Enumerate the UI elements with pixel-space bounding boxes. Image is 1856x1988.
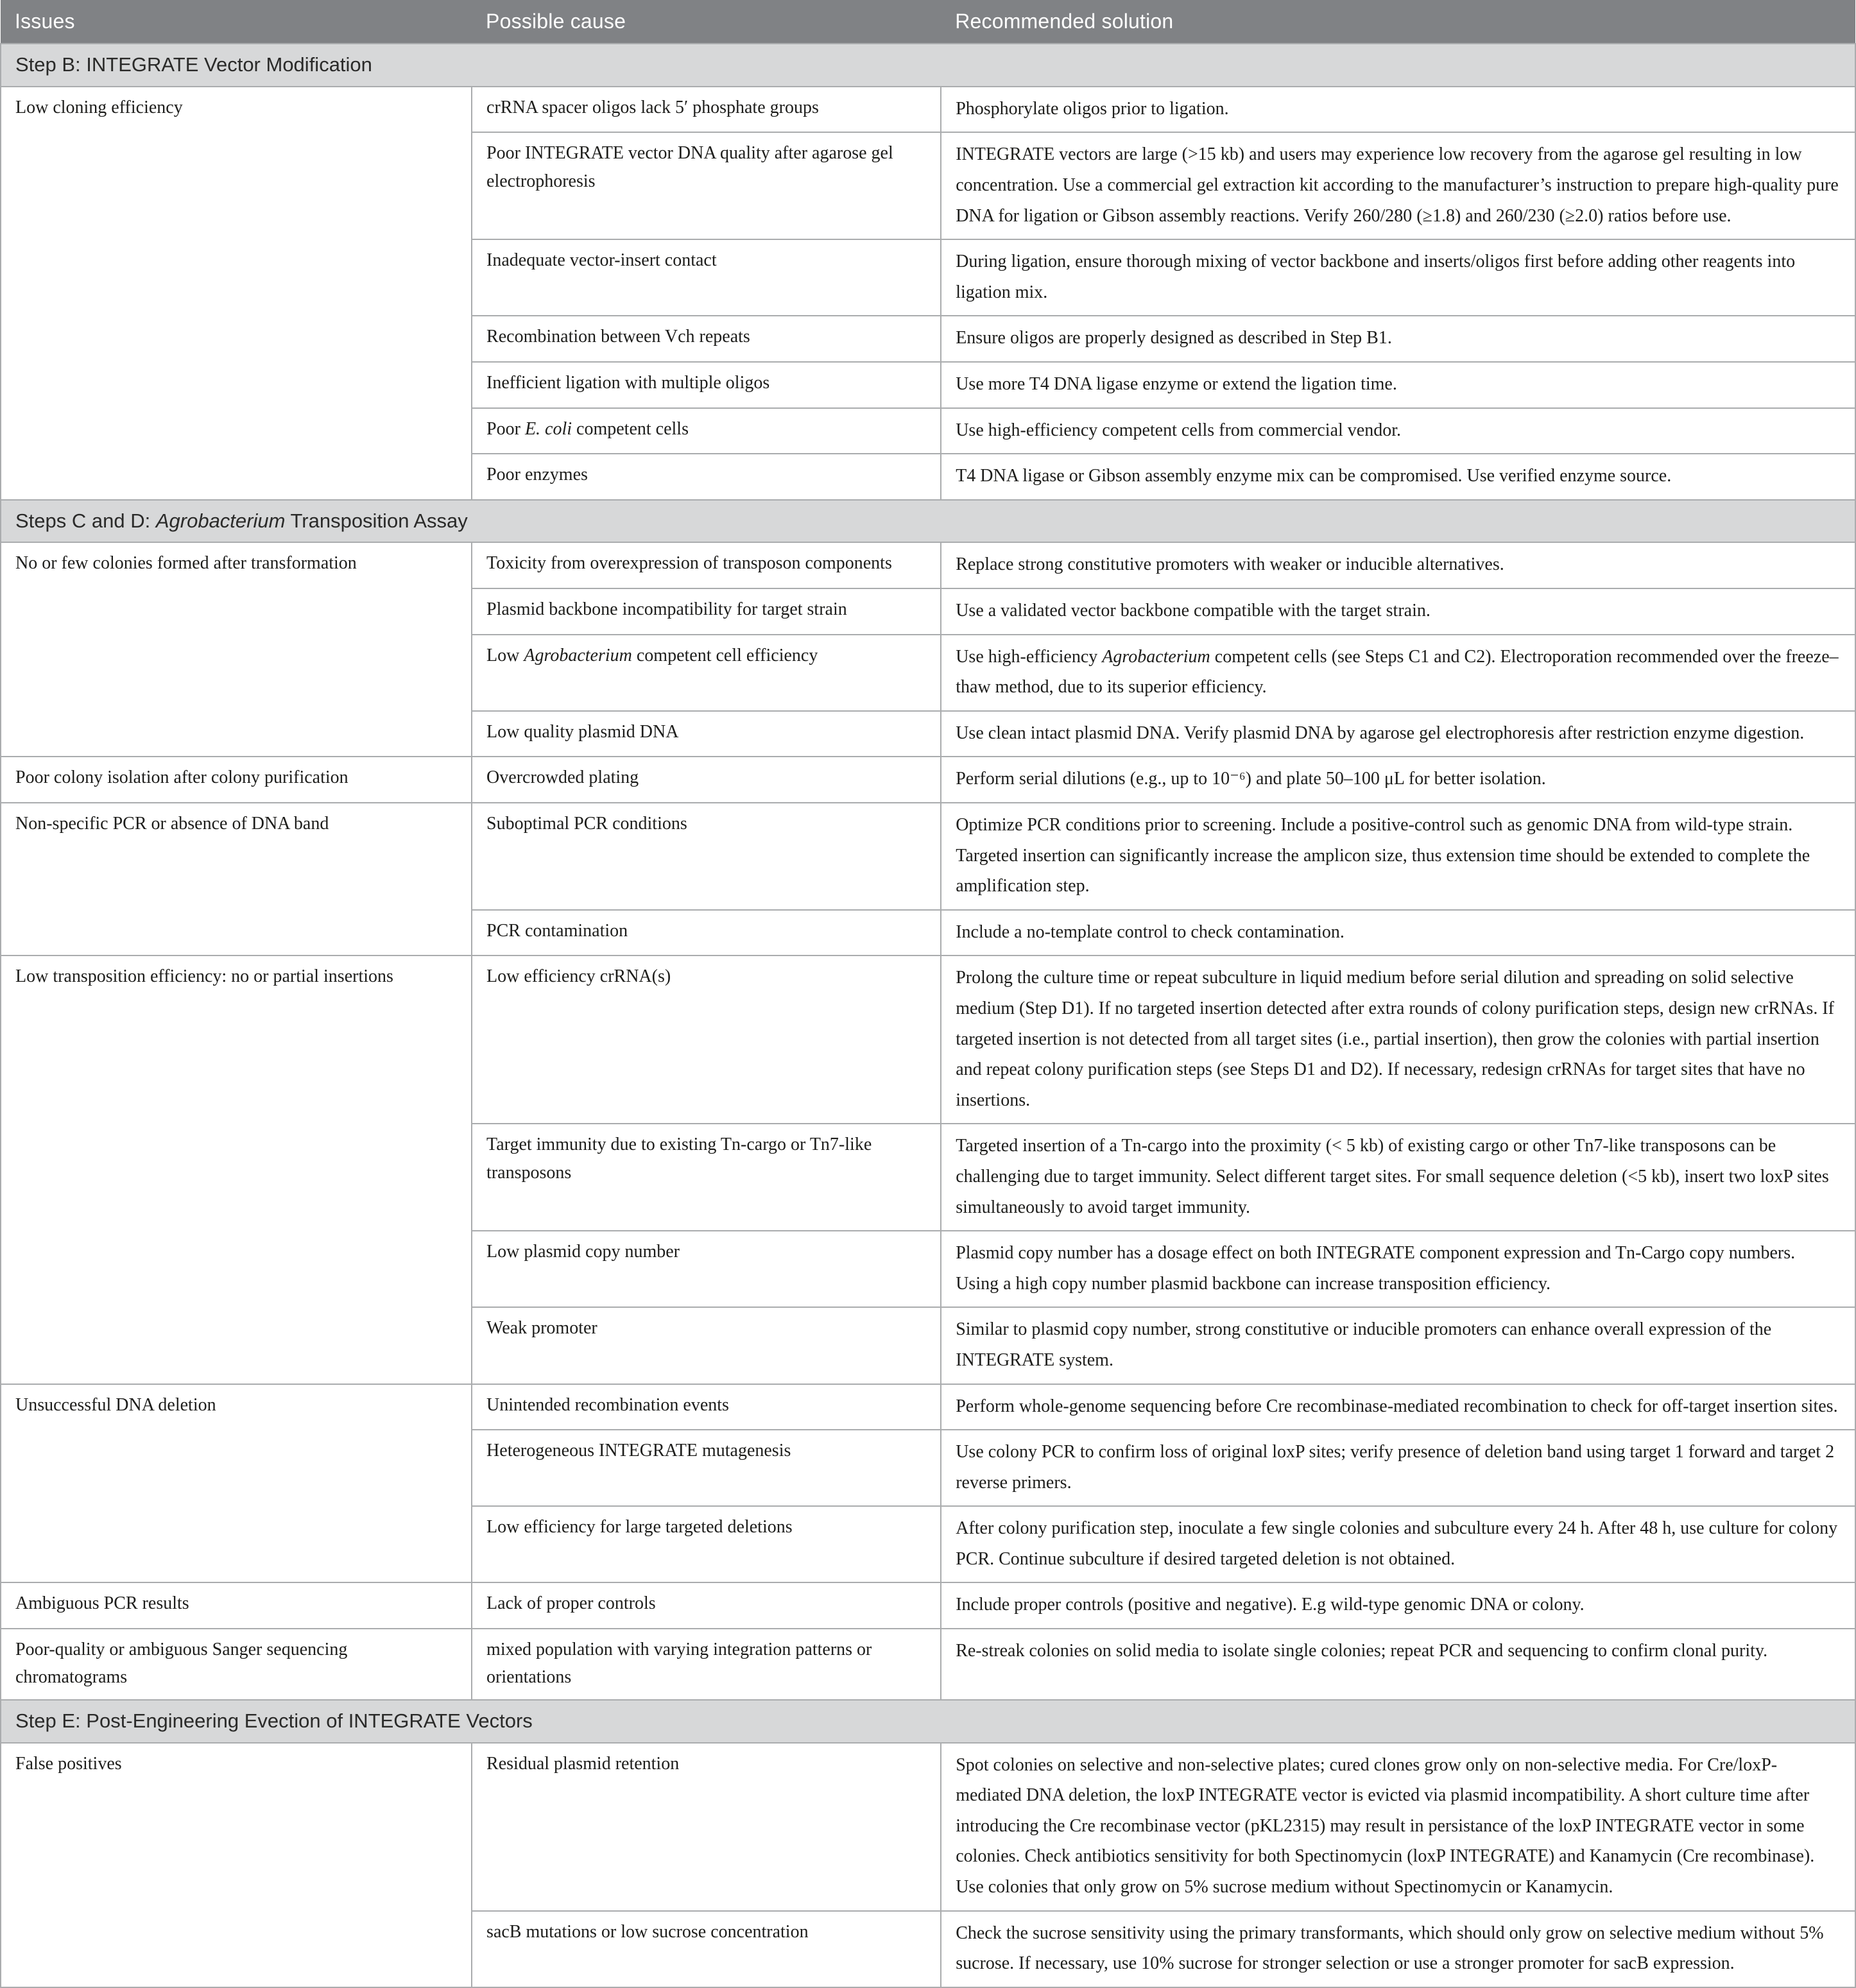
solution-cell: Use high-efficiency Agrobacterium competent cells (see Steps C1 and C2). Electroporation recommended over the freeze–thaw method, due to its superior efficiency.	[941, 635, 1855, 711]
cause-cell: Toxicity from overexpression of transposon components	[472, 542, 941, 588]
cause-cell: crRNA spacer oligos lack 5′ phosphate groups	[472, 87, 941, 133]
issue-cell: Poor-quality or ambiguous Sanger sequencing chromatograms	[1, 1629, 472, 1700]
column-header-recommended-solution: Recommended solution	[941, 0, 1855, 44]
cause-cell: Low efficiency for large targeted deletions	[472, 1506, 941, 1582]
troubleshooting-table-body	[1, 44, 1855, 1987]
table-row	[1, 1582, 1855, 1629]
solution-cell: Similar to plasmid copy number, strong constitutive or inducible promoters can enhance overall expression of the INTEGRATE system.	[941, 1307, 1855, 1384]
solution-cell: Re-streak colonies on solid media to isolate single colonies; repeat PCR and sequencing to confirm clonal purity.	[941, 1629, 1855, 1700]
issue-cell: Low transposition efficiency: no or partial insertions	[1, 955, 472, 1384]
issue-cell: No or few colonies formed after transformation	[1, 542, 472, 757]
solution-cell: Check the sucrose sensitivity using the primary transformants, which should only grow on selective medium without 5% sucrose. If necessary, use 10% sucrose for stronger selection or use a stronger promoter for sacB expression.	[941, 1911, 1855, 1987]
issue-cell: Low cloning efficiency	[1, 87, 472, 500]
solution-cell: Use high-efficiency competent cells from commercial vendor.	[941, 408, 1855, 454]
cause-cell: mixed population with varying integration patterns or orientations	[472, 1629, 941, 1700]
table-row	[1, 1743, 1855, 1911]
solution-cell: During ligation, ensure thorough mixing of vector backbone and inserts/oligos first before adding other reagents into ligation mix.	[941, 239, 1855, 316]
solution-cell: Use more T4 DNA ligase enzyme or extend the ligation time.	[941, 362, 1855, 408]
table-row	[1, 757, 1855, 803]
cause-cell: Low Agrobacterium competent cell efficiency	[472, 635, 941, 711]
section-title: Step E: Post-Engineering Evection of INTEGRATE Vectors	[1, 1700, 1855, 1743]
cause-cell: Lack of proper controls	[472, 1582, 941, 1629]
issue-cell: Non-specific PCR or absence of DNA band	[1, 803, 472, 955]
header-row	[1, 0, 1855, 44]
table-row	[1, 1384, 1855, 1430]
cause-cell: Plasmid backbone incompatibility for target strain	[472, 588, 941, 635]
solution-cell: Phosphorylate oligos prior to ligation.	[941, 87, 1855, 133]
solution-cell: Optimize PCR conditions prior to screening. Include a positive-control such as genomic DNA from wild-type strain. Targeted insertion can significantly increase the amplicon size, thus extension time should be extended to complete the amplification step.	[941, 803, 1855, 910]
table-row	[1, 955, 1855, 1124]
solution-cell: Use a validated vector backbone compatible with the target strain.	[941, 588, 1855, 635]
table-row	[1, 87, 1855, 133]
cause-cell: Recombination between Vch repeats	[472, 316, 941, 362]
issue-cell: Unsuccessful DNA deletion	[1, 1384, 472, 1583]
solution-cell: Targeted insertion of a Tn-cargo into the proximity (< 5 kb) of existing cargo or other Tn7-like transposons can be challenging due to target immunity. Select different target sites. For small sequence deletion (<5 kb), insert two loxP sites simultaneously to avoid target immunity.	[941, 1124, 1855, 1231]
solution-cell: Perform whole-genome sequencing before Cre recombinase-mediated recombination to check for off-target insertion sites.	[941, 1384, 1855, 1430]
cause-cell: sacB mutations or low sucrose concentration	[472, 1911, 941, 1987]
column-header-possible-cause: Possible cause	[472, 0, 941, 44]
solution-cell: Plasmid copy number has a dosage effect on both INTEGRATE component expression and Tn-Cargo copy numbers. Using a high copy number plasmid backbone can increase transposition efficiency.	[941, 1231, 1855, 1307]
solution-cell: T4 DNA ligase or Gibson assembly enzyme mix can be compromised. Use verified enzyme source.	[941, 454, 1855, 500]
cause-cell: Low efficiency crRNA(s)	[472, 955, 941, 1124]
solution-cell: After colony purification step, inoculate a few single colonies and subculture every 24 h. After 48 h, use culture for colony PCR. Continue subculture if desired targeted deletion is not obtained.	[941, 1506, 1855, 1582]
table-row	[1, 803, 1855, 910]
cause-cell: Low plasmid copy number	[472, 1231, 941, 1307]
table-row	[1, 1629, 1855, 1700]
table-row	[1, 542, 1855, 588]
solution-cell: Perform serial dilutions (e.g., up to 10⁻⁶) and plate 50–100 μL for better isolation.	[941, 757, 1855, 803]
issue-cell: Ambiguous PCR results	[1, 1582, 472, 1629]
column-header-issues: Issues	[1, 0, 472, 44]
cause-cell: Inadequate vector-insert contact	[472, 239, 941, 316]
cause-cell: Poor E. coli competent cells	[472, 408, 941, 454]
cause-cell: Overcrowded plating	[472, 757, 941, 803]
solution-cell: INTEGRATE vectors are large (>15 kb) and users may experience low recovery from the agarose gel resulting in low concentration. Use a commercial gel extraction kit according to the manufacturer’s instruction to prepare high-quality pure DNA for ligation or Gibson assembly reactions. Verify 260/280 (≥1.8) and 260/230 (≥2.0) ratios before use.	[941, 132, 1855, 239]
solution-cell: Spot colonies on selective and non-selective plates; cured clones grow only on non-selective media. For Cre/loxP-mediated DNA deletion, the loxP INTEGRATE vector is evicted via plasmid incompatibility. A short culture time after introducing the Cre recombinase vector (pKL2315) may result in persistance of the loxP INTEGRATE vector in some colonies. Check antibiotics sensitivity for both Spectinomycin (loxP INTEGRATE) and Kanamycin (Cre recombinase). Use colonies that only grow on 5% sucrose medium without Spectinomycin or Kanamycin.	[941, 1743, 1855, 1911]
section-header-row	[1, 500, 1855, 543]
cause-cell: Suboptimal PCR conditions	[472, 803, 941, 910]
cause-cell: Poor enzymes	[472, 454, 941, 500]
cause-cell: Unintended recombination events	[472, 1384, 941, 1430]
cause-cell: Poor INTEGRATE vector DNA quality after agarose gel electrophoresis	[472, 132, 941, 239]
cause-cell: Residual plasmid retention	[472, 1743, 941, 1911]
section-title: Steps C and D: Agrobacterium Transposition Assay	[1, 500, 1855, 543]
section-title: Step B: INTEGRATE Vector Modification	[1, 44, 1855, 87]
issue-cell: False positives	[1, 1743, 472, 1987]
solution-cell: Include a no-template control to check contamination.	[941, 910, 1855, 956]
solution-cell: Use clean intact plasmid DNA. Verify plasmid DNA by agarose gel electrophoresis after restriction enzyme digestion.	[941, 711, 1855, 757]
cause-cell: PCR contamination	[472, 910, 941, 956]
solution-cell: Replace strong constitutive promoters with weaker or inducible alternatives.	[941, 542, 1855, 588]
cause-cell: Weak promoter	[472, 1307, 941, 1384]
solution-cell: Ensure oligos are properly designed as described in Step B1.	[941, 316, 1855, 362]
cause-cell: Low quality plasmid DNA	[472, 711, 941, 757]
section-header-row	[1, 1700, 1855, 1743]
cause-cell: Target immunity due to existing Tn-cargo or Tn7-like transposons	[472, 1124, 941, 1231]
table-header	[1, 0, 1855, 44]
section-header-row	[1, 44, 1855, 87]
solution-cell: Use colony PCR to confirm loss of original loxP sites; verify presence of deletion band using target 1 forward and target 2 reverse primers.	[941, 1430, 1855, 1506]
cause-cell: Heterogeneous INTEGRATE mutagenesis	[472, 1430, 941, 1506]
cause-cell: Inefficient ligation with multiple oligos	[472, 362, 941, 408]
issue-cell: Poor colony isolation after colony purification	[1, 757, 472, 803]
solution-cell: Prolong the culture time or repeat subculture in liquid medium before serial dilution and spreading on solid selective medium (Step D1). If no targeted insertion detected after extra rounds of colony purification steps, design new crRNAs. If targeted insertion is not detected from all target sites (i.e., partial insertion), then grow the colonies with partial insertion and repeat colony purification steps (see Steps D1 and D2). If necessary, redesign crRNAs for target sites that have no insertions.	[941, 955, 1855, 1124]
solution-cell: Include proper controls (positive and negative). E.g wild-type genomic DNA or colony.	[941, 1582, 1855, 1629]
